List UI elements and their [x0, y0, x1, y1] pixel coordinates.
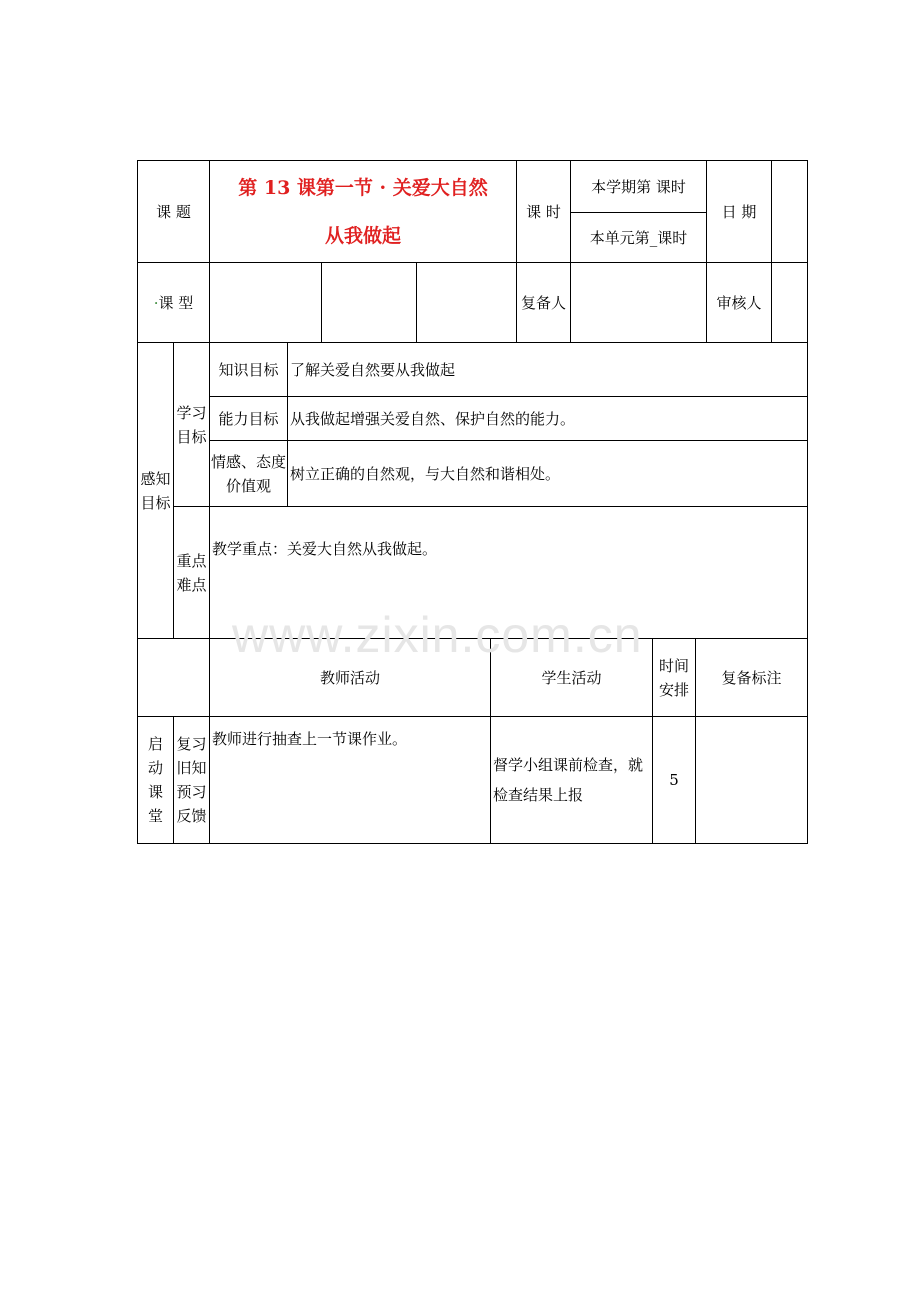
- perception-goal-label: 感知目标: [138, 343, 174, 639]
- lesson-title: [210, 161, 517, 263]
- unit-period: 本单元第_课时: [571, 213, 707, 263]
- header-table: [137, 160, 808, 343]
- lesson-title-line2: 从我做起: [325, 224, 402, 247]
- activities-table: [137, 638, 808, 844]
- step-label: 复习旧知预习反馈: [174, 717, 210, 844]
- semester-period: 本学期第 课时: [571, 161, 707, 213]
- period-label: 课 时: [517, 161, 571, 263]
- auditor-label: 审核人: [707, 263, 772, 343]
- key-points-text: 教学重点：关爱大自然从我做起。: [210, 507, 808, 639]
- type-cell-3: [417, 263, 517, 343]
- emotion-goal-text: 树立正确的自然观，与大自然和谐相处。: [288, 441, 808, 507]
- student-activity-header: 学生活动: [491, 639, 653, 717]
- time-value: 5: [653, 717, 696, 844]
- type-cell-2: [322, 263, 417, 343]
- prep-note-value: [696, 717, 808, 844]
- date-value: [772, 161, 808, 263]
- type-label: ·课 型: [138, 263, 210, 343]
- ability-goal-label: 能力目标: [210, 397, 288, 441]
- topic-label: 课 题: [138, 161, 210, 263]
- date-label: 日 期: [707, 161, 772, 263]
- ability-goal-text: 从我做起增强关爱自然、保护自然的能力。: [288, 397, 808, 441]
- teacher-activity-header: 教师活动: [210, 639, 491, 717]
- activities-corner: [138, 639, 210, 717]
- knowledge-goal-text: 了解关爱自然要从我做起: [288, 343, 808, 397]
- key-points-label: 重点难点: [174, 507, 210, 639]
- emotion-goal-label: 情感、态度价值观: [210, 441, 288, 507]
- lesson-title-line1: 第 13 课第一节 · 关爱大自然: [238, 176, 488, 199]
- auditor-value: [772, 263, 808, 343]
- knowledge-goal-label: 知识目标: [210, 343, 288, 397]
- teacher-activity-text: 教师进行抽查上一节课作业。: [210, 717, 491, 844]
- stage-label: 启动课堂: [138, 717, 174, 844]
- study-goal-label: 学习目标: [174, 343, 210, 507]
- reviewer-prep-label: 复备人: [517, 263, 571, 343]
- time-header: 时间安排: [653, 639, 696, 717]
- watermark: www.zixin.com.cn: [232, 607, 643, 663]
- goals-table: [137, 342, 808, 639]
- reviewer-prep-value: [571, 263, 707, 343]
- type-cell-1: [210, 263, 322, 343]
- student-activity-text: 督学小组课前检查，就检查结果上报: [491, 717, 653, 844]
- prep-note-header: 复备标注: [696, 639, 808, 717]
